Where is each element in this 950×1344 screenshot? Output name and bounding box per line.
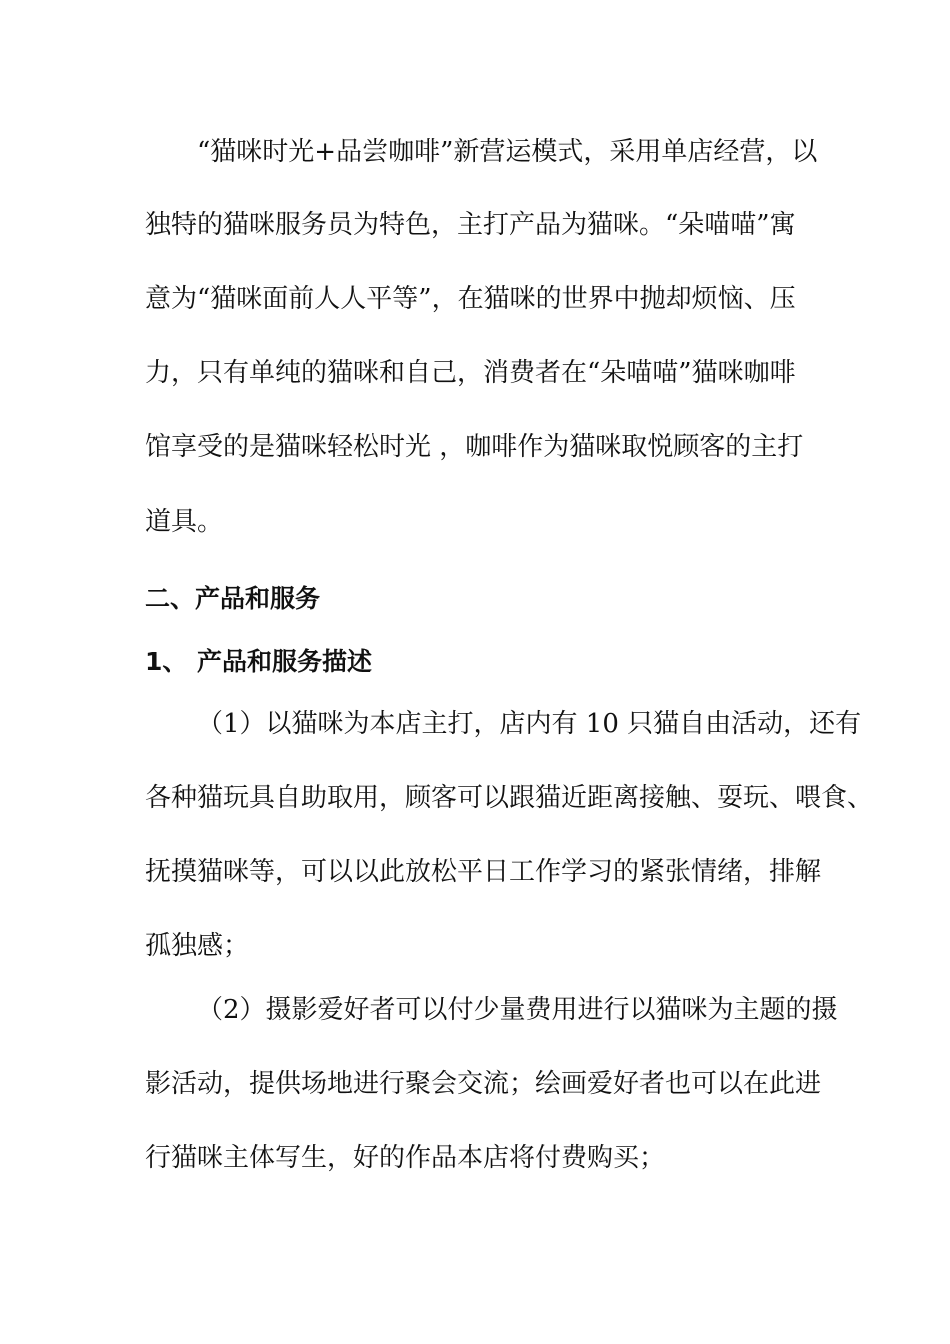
- intro-line-1: “猫咪时光+品尝咖啡”新营运模式，采用单店经营，以: [197, 137, 818, 167]
- subsection-heading: [145, 645, 372, 679]
- item1-line-1: （1）以猫咪为本店主打，店内有 10 只猫自由活动，还有: [197, 709, 862, 739]
- intro-line-3: 意为“猫咪面前人人平等”，在猫咪的世界中抛却烦恼、压: [145, 284, 796, 314]
- subsection-number: 1、: [145, 647, 188, 676]
- item1-line-2: 各种猫玩具自助取用，顾客可以跟猫近距离接触、耍玩、喂食、: [145, 783, 874, 813]
- intro-line-5: 馆享受的是猫咪轻松时光 ，咖啡作为猫咪取悦顾客的主打: [145, 432, 804, 462]
- item1-line-4: 孤独感；: [145, 931, 250, 961]
- item2-line-2: 影活动，提供场地进行聚会交流；绘画爱好者也可以在此进: [145, 1069, 822, 1099]
- subsection-title: 产品和服务描述: [197, 647, 373, 676]
- intro-line-2: 独特的猫咪服务员为特色，主打产品为猫咪。“朵喵喵”寓: [145, 210, 796, 240]
- item2-line-1: （2）摄影爱好者可以付少量费用进行以猫咪为主题的摄: [197, 995, 838, 1025]
- section-heading: 二、产品和服务: [145, 584, 321, 613]
- item1-line-3: 抚摸猫咪等，可以以此放松平日工作学习的紧张情绪，排解: [145, 857, 822, 887]
- intro-line-6: 道具。: [145, 507, 224, 537]
- item2-line-3: 行猫咪主体写生，好的作品本店将付费购买；: [145, 1143, 666, 1173]
- intro-line-4: 力，只有单纯的猫咪和自己，消费者在“朵喵喵”猫咪咖啡: [145, 358, 796, 388]
